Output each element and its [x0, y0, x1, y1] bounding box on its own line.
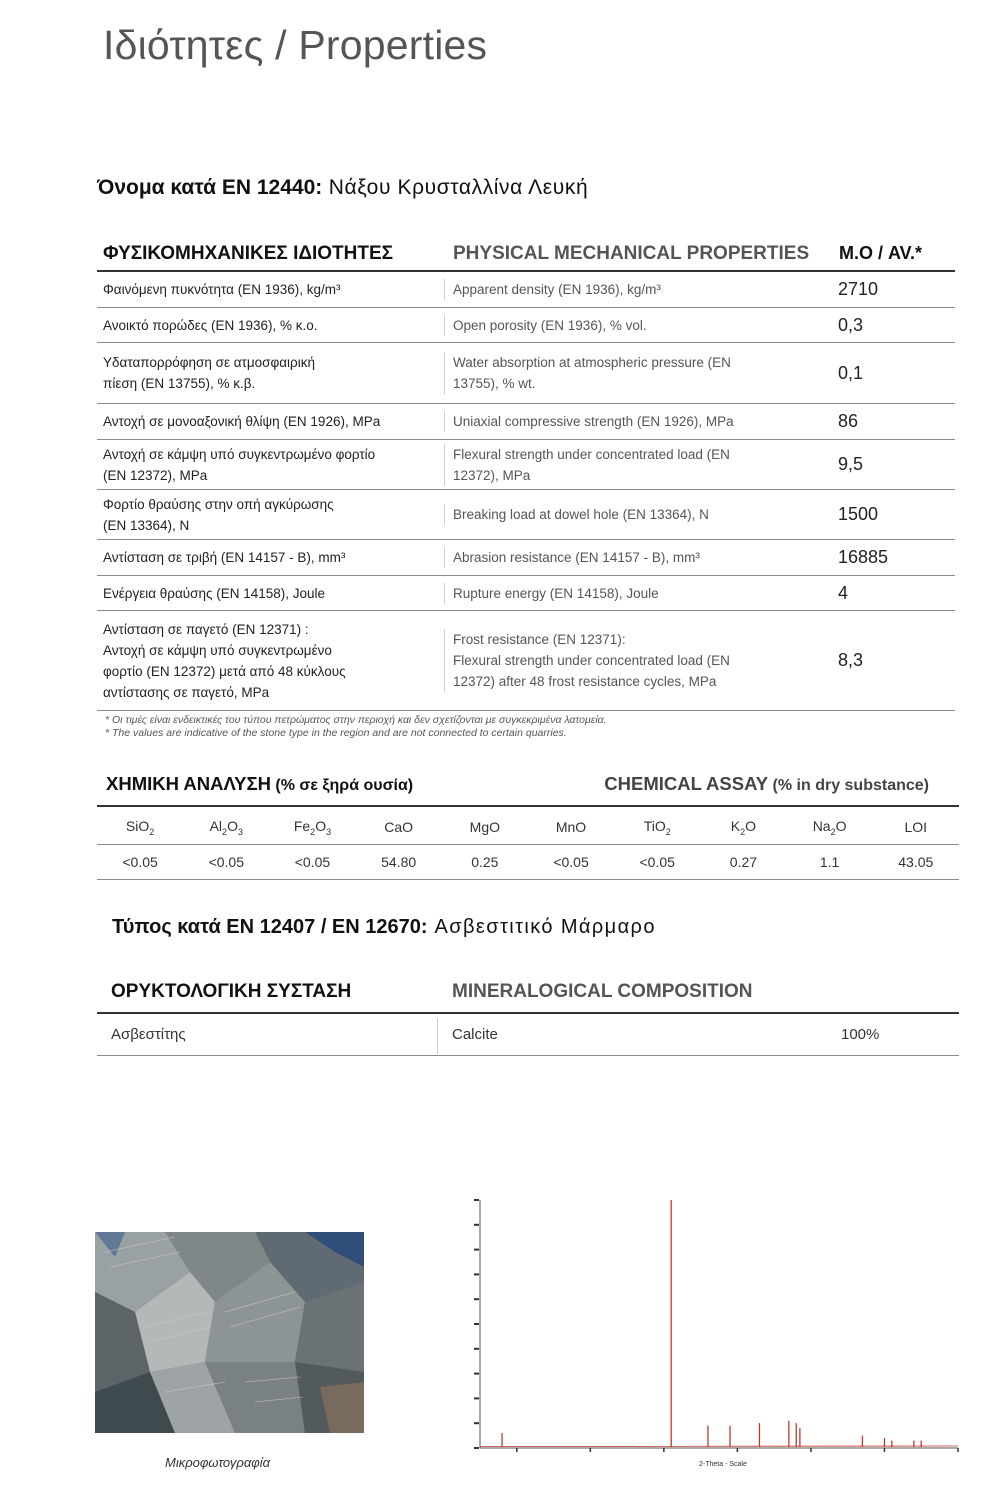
property-greek: Αντοχή σε μονοαξονική θλίψη (EN 1926), MPa	[97, 411, 445, 432]
micrograph-image	[95, 1232, 364, 1433]
chemical-table	[97, 810, 959, 880]
chem-value: <0.05	[553, 854, 589, 870]
chem-value: <0.05	[639, 854, 675, 870]
property-row	[97, 343, 955, 404]
property-greek: Αντοχή σε κάμψη υπό συγκεντρωμένο φορτίο (EN 12372), MPa	[97, 444, 445, 486]
property-english: Uniaxial compressive strength (EN 1926), MPa	[444, 411, 830, 432]
property-greek: Φαινόμενη πυκνότητα (EN 1936), kg/m³	[97, 279, 445, 300]
property-english: Apparent density (EN 1936), kg/m³	[444, 279, 830, 300]
property-greek: Φορτίο θραύσης στην οπή αγκύρωσης (EN 13364), N	[97, 494, 445, 536]
property-english: Water absorption at atmospheric pressure (EN 13755), % wt.	[444, 352, 830, 394]
property-row	[97, 611, 955, 711]
mineralogical-title-greek: ΟΡΥΚΤΟΛΟΓΙΚΗ ΣΥΣΤΑΣΗ	[111, 981, 352, 1002]
stone-type-label: Τύπος κατά EN 12407 / EN 12670:	[112, 916, 428, 938]
property-value: 16885	[838, 547, 889, 567]
chem-value: 0.25	[471, 854, 499, 870]
chem-formula: CaO	[384, 819, 414, 835]
mineralogical-title-english: MINERALOGICAL COMPOSITION	[452, 981, 753, 1002]
property-value: 2710	[838, 279, 879, 299]
chem-formula: $K_2O$	[730, 817, 757, 837]
property-english: Flexural strength under concentrated load (EN 12372), MPa	[444, 444, 830, 486]
property-greek: Αντίσταση σε τριβή (EN 14157 - B), mm³	[97, 547, 445, 568]
x-axis-label: 2-Theta - Scale	[699, 1461, 747, 1468]
property-value: 0,1	[838, 362, 864, 383]
micrograph-caption: Μικροφωτογραφία	[165, 1455, 271, 1470]
stone-name-value: Νάξου Κρυσταλλίνα Λευκή	[322, 176, 589, 199]
chem-formula: $Fe_2O_3$	[293, 817, 332, 837]
chemical-formula-row	[97, 810, 959, 845]
chem-formula: SiO$_2$	[125, 817, 155, 837]
property-english: Rupture energy (EN 14158), Joule	[444, 583, 830, 604]
chem-formula: TiO$_2$	[643, 817, 671, 837]
property-greek: Ενέργεια θραύσης (EN 14158), Joule	[97, 583, 445, 604]
chem-value: 0.27	[729, 854, 758, 870]
baseline	[480, 1446, 958, 1447]
property-english: Breaking load at dowel hole (EN 13364), N	[444, 504, 830, 525]
chemical-header	[97, 771, 959, 807]
property-row	[97, 440, 955, 490]
page-title: Ιδιότητες / Properties	[103, 22, 488, 68]
property-row	[97, 404, 955, 440]
chem-value: 54.80	[381, 854, 417, 870]
xrd-chart	[460, 1196, 960, 1476]
chem-value: 1.1	[819, 854, 840, 870]
property-value: 4	[838, 582, 849, 603]
header-value: Μ.Ο / AV.*	[839, 242, 923, 263]
property-greek: Ανοικτό πορώδες (EN 1936), % κ.ο.	[97, 315, 445, 336]
mineral-greek: Ασβεστίτης	[111, 1026, 186, 1043]
header-english: PHYSICAL MECHANICAL PROPERTIES	[445, 243, 831, 264]
chem-value: <0.05	[208, 854, 244, 870]
mineralogical-header	[97, 978, 959, 1014]
property-value: 86	[838, 411, 859, 431]
stone-name-line	[97, 176, 588, 200]
chemical-title-greek: ΧΗΜΙΚΗ ΑΝΑΛΥΣΗ (% σε ξηρά ουσία)	[106, 773, 414, 794]
property-row	[97, 576, 955, 611]
stone-name-label: Όνομα κατά EN 12440:	[97, 176, 323, 199]
chem-formula: LOI	[904, 819, 928, 835]
property-greek: Υδαταπορρόφηση σε ατμοσφαιρική πίεση (EN 13755), % κ.β.	[97, 352, 445, 394]
property-value: 1500	[838, 504, 879, 524]
stone-type-value: Ασβεστιτικό Μάρμαρο	[427, 916, 656, 938]
property-row	[97, 308, 955, 343]
property-value: 0,3	[838, 314, 864, 335]
property-greek: Αντίσταση σε παγετό (EN 12371) : Αντοχή σε κάμψη υπό συγκεντρωμένο φορτίο (EN 12372) μετά από 48 κύκλους αντίστασης σε παγετό, MPa	[97, 619, 445, 703]
property-row	[97, 272, 955, 308]
chem-value: <0.05	[294, 854, 331, 870]
chemical-title-english: CHEMICAL ASSAY (% in dry substance)	[604, 773, 929, 794]
mineral-english: Calcite	[452, 1026, 498, 1043]
footnotes	[105, 714, 607, 740]
header-greek: ΦΥΣΙΚΟΜΗΧΑΝΙΚΕΣ ΙΔΙΟΤΗΤΕΣ	[97, 243, 445, 264]
chem-formula: $Al_2O_3$	[209, 817, 243, 837]
mineralogical-row	[97, 1016, 959, 1056]
property-value: 9,5	[838, 454, 864, 474]
properties-header	[97, 236, 955, 272]
property-row	[97, 540, 955, 576]
mineral-percent: 100%	[841, 1026, 880, 1043]
chemical-value-row	[97, 845, 959, 880]
chem-formula: $Na_2O$	[812, 817, 847, 837]
chem-value: 43.05	[898, 854, 934, 870]
chem-value: <0.05	[122, 854, 158, 870]
property-row	[97, 490, 955, 540]
chem-formula: MnO	[555, 819, 587, 835]
stone-type-line	[112, 916, 656, 939]
chem-formula: MgO	[469, 819, 501, 835]
properties-table	[97, 236, 955, 711]
property-value: 8,3	[838, 650, 864, 670]
property-english: Frost resistance (EN 12371): Flexural strength under concentrated load (EN 12372) after 48 frost resistance cycles, MPa	[444, 629, 830, 692]
property-english: Open porosity (EN 1936), % vol.	[444, 315, 830, 336]
property-english: Abrasion resistance (EN 14157 - B), mm³	[444, 547, 830, 568]
footnote-greek: * Οι τιμές είναι ενδεικτικές του τύπου πετρώματος στην περιοχή και δεν σχετίζονται με συγκεκριμένα λατομεία.	[105, 714, 607, 726]
footnote-english: * The values are indicative of the stone type in the region and are not connected to certain quarries.	[105, 727, 567, 739]
column-divider	[437, 1018, 438, 1054]
